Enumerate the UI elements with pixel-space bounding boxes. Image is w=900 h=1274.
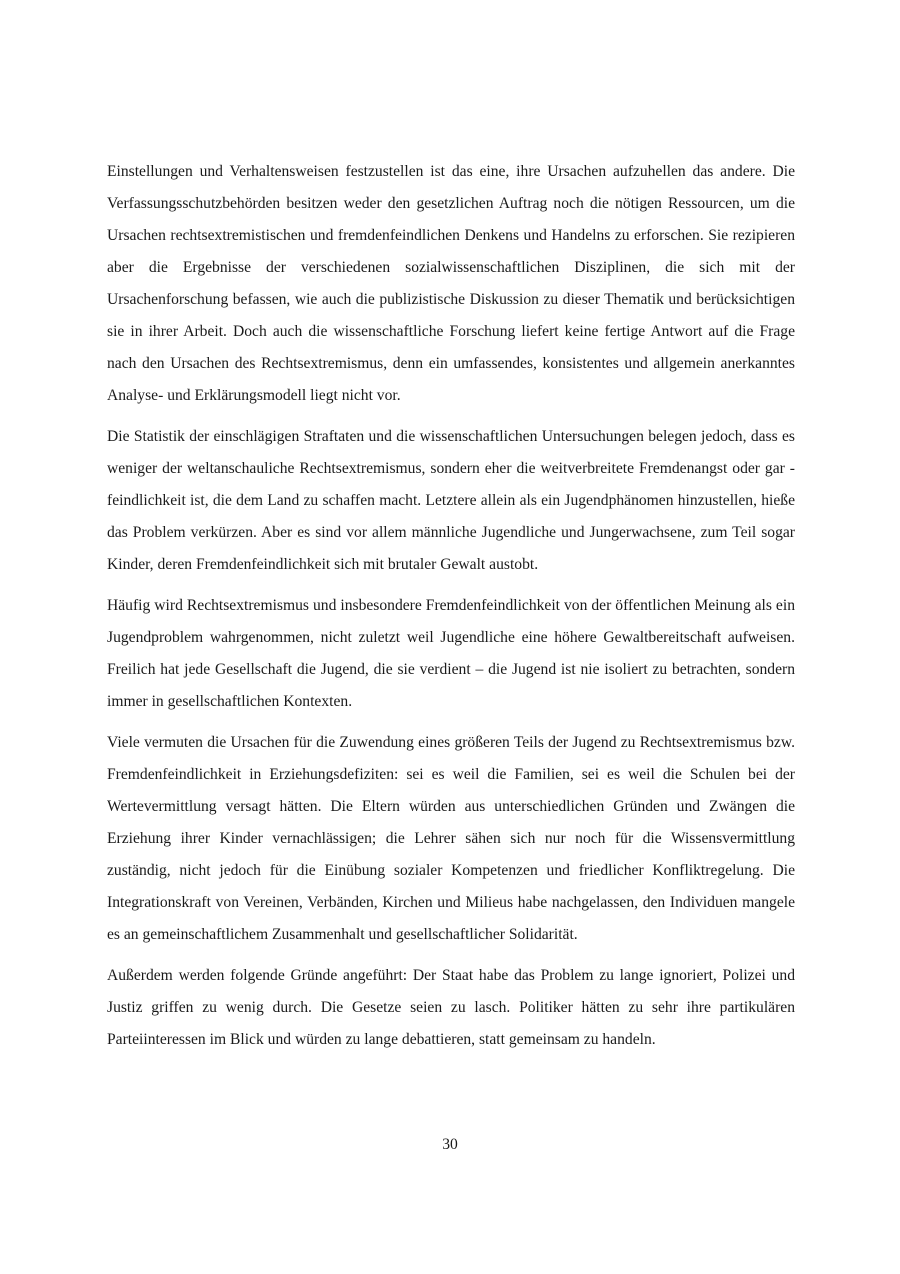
paragraph-3: Häufig wird Rechtsextremismus und insbesondere Fremdenfeindlichkeit von der öffentlichen Meinung als ein Jugendproblem wahrgenommen, nicht zuletzt weil Jugendliche eine höhere Gewaltbereitschaft aufweisen. Freilich hat jede Gesellschaft die Jugend, die sie verdient – die Jugend ist nie isoliert zu betrachten, sondern immer in gesellschaftlichen Kontexten. bbox=[107, 597, 795, 710]
page-number: 30 bbox=[442, 1136, 458, 1153]
paragraph-5: Außerdem werden folgende Gründe angeführt: Der Staat habe das Problem zu lange ignoriert, Polizei und Justiz griffen zu wenig durch. Die Gesetze seien zu lasch. Politiker hätten zu sehr ihre partikulären Parteiinteressen im Blick und würden zu lange debattieren, statt gemeinsam zu handeln. bbox=[107, 967, 795, 1048]
paragraph-4: Viele vermuten die Ursachen für die Zuwendung eines größeren Teils der Jugend zu Rechtsextremismus bzw. Fremdenfeindlichkeit in Erziehungsdefiziten: sei es weil die Familien, sei es weil die Schulen bei der Wertevermittlung versagt hätten. Die Eltern würden aus unterschiedlichen Gründen und Zwängen die Erziehung ihrer Kinder vernachlässigen; die Lehrer sähen sich nur noch für die Wissensvermittlung zuständig, nicht jedoch für die Einübung sozialer Kompetenzen und friedlicher Konfliktregelung. Die Integrationskraft von Vereinen, Verbänden, Kirchen und Milieus habe nachgelassen, den Individuen mangele es an gemeinschaftlichem Zusammenhalt und gesellschaftlicher Solidarität. bbox=[107, 734, 795, 943]
paragraph-1: Einstellungen und Verhaltensweisen festzustellen ist das eine, ihre Ursachen aufzuhellen das andere. Die Verfassungsschutzbehörden besitzen weder den gesetzlichen Auftrag noch die nötigen Ressourcen, um die Ursachen rechtsextremistischen und fremdenfeindlichen Denkens und Handelns zu erforschen. Sie rezipieren aber die Ergebnisse der verschiedenen sozialwissenschaftlichen Disziplinen, die sich mit der Ursachenforschung befassen, wie auch die publizistische Diskussion zu dieser Thematik und berücksichtigen sie in ihrer Arbeit. Doch auch die wissenschaftliche Forschung liefert keine fertige Antwort auf die Frage nach den Ursachen des Rechtsextremismus, denn ein umfassendes, konsistentes und allgemein anerkanntes Analyse- und Erklärungsmodell liegt nicht vor. bbox=[107, 163, 795, 404]
body-text bbox=[107, 156, 795, 1065]
paragraph-2: Die Statistik der einschlägigen Straftaten und die wissenschaftlichen Untersuchungen belegen jedoch, dass es weniger der weltanschauliche Rechtsextremismus, sondern eher die weitverbreitete Fremdenangst oder gar -feindlichkeit ist, die dem Land zu schaffen macht. Letztere allein als ein Jugendphänomen hinzustellen, hieße das Problem verkürzen. Aber es sind vor allem männliche Jugendliche und Jungerwachsene, zum Teil sogar Kinder, deren Fremdenfeindlichkeit sich mit brutaler Gewalt austobt. bbox=[107, 428, 795, 573]
